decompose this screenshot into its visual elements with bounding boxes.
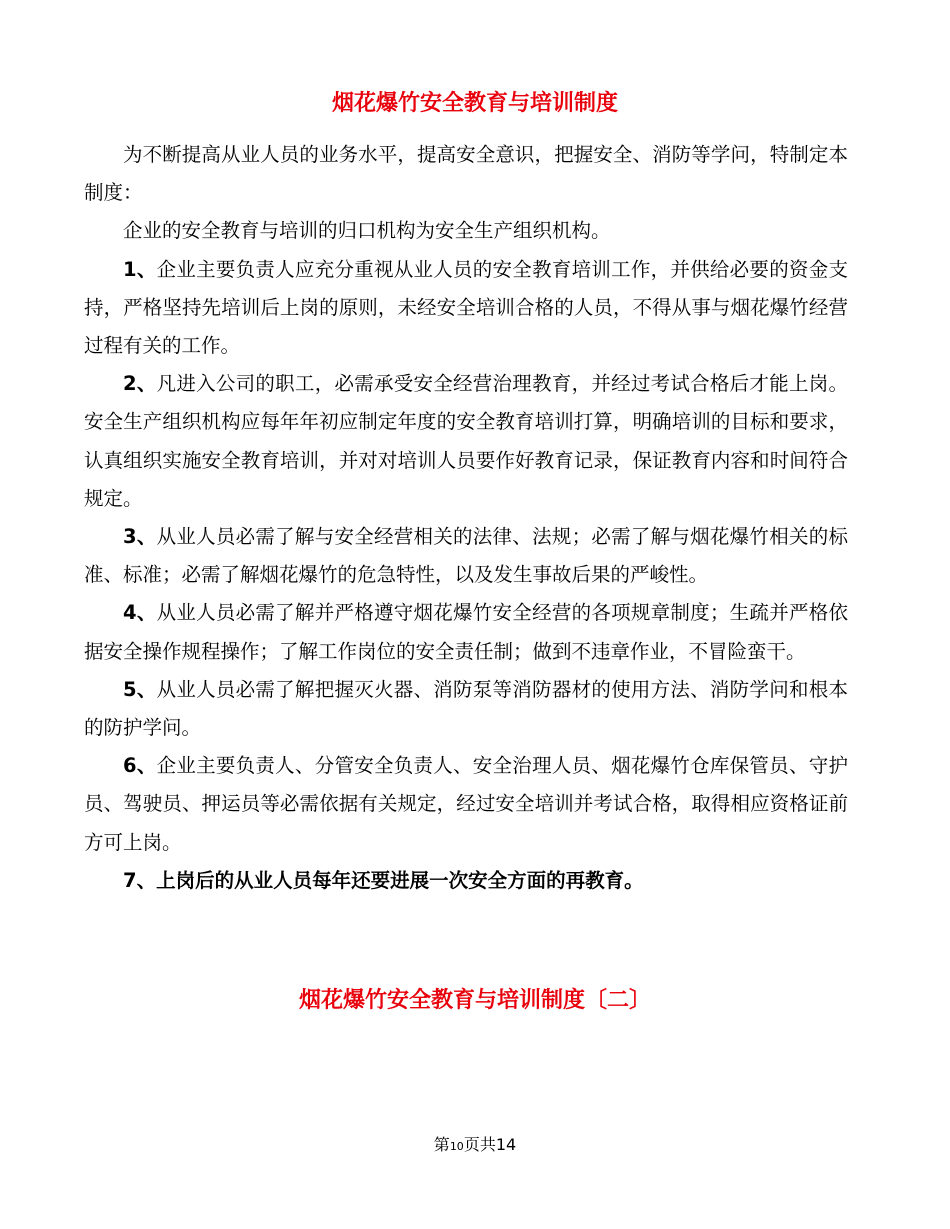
item-number: 6 (123, 754, 137, 778)
intro-paragraph: 为不断提高从业人员的业务水平，提高安全意识，把握安全、消防等学问，特制定本制度： (84, 143, 848, 205)
item-separator: 、 (136, 257, 157, 281)
document-body (84, 136, 848, 900)
list-item (84, 594, 848, 670)
footer-middle: 页共 (463, 1135, 496, 1154)
last-item-paragraph: 7、上岗后的从业人员每年还要进展一次安全方面的再教育。 (123, 868, 644, 892)
document-subtitle: 烟花爆竹安全教育与培训制度〔二〕 (298, 988, 651, 1013)
item-separator: 、 (136, 372, 157, 396)
item-separator: 、 (136, 525, 157, 549)
page-number: 10 (449, 1140, 464, 1153)
item-number: 5 (123, 677, 137, 701)
page-footer (0, 1134, 950, 1158)
item-number: 3 (123, 525, 137, 549)
item-text: 从业人员必需了解与安全经营相关的法律、法规；必需了解与烟花爆竹相关的标准、标准；必需了解烟花爆竹的危急特性，以及发生事故后果的严峻性。 (84, 525, 848, 587)
item-text: 从业人员必需了解把握灭火器、消防泵等消防器材的使用方法、消防学问和根本的防护学问。 (84, 677, 848, 740)
org-paragraph: 企业的安全教育与培训的归口机构为安全生产组织机构。 (123, 219, 611, 243)
footer-prefix: 第 (433, 1135, 450, 1154)
list-item (84, 365, 848, 518)
document-title: 烟花爆竹安全教育与培训制度 (331, 91, 618, 116)
item-text: 凡进入公司的职工，必需承受安全经营治理教育，并经过考试合格后才能上岗。安全生产组织机构应每年年初应制定年度的安全教育培训打算，明确培训的目标和要求，认真组织实施安全教育培训，并对对培训人员要作好教育记录，保证教育内容和时间符合规定。 (84, 372, 848, 510)
item-number: 2 (123, 372, 137, 396)
item-separator: 、 (136, 677, 157, 701)
item-text: 从业人员必需了解并严格遵守烟花爆竹安全经营的各项规章制度；生疏并严格依据安全操作规程操作；了解工作岗位的安全责任制；做到不违章作业，不冒险蛮干。 (84, 601, 848, 663)
item-number: 4 (123, 601, 137, 625)
page-total: 14 (495, 1135, 517, 1154)
list-item (84, 251, 848, 366)
list-item (84, 671, 848, 747)
item-text: 企业主要负责人、分管安全负责人、安全治理人员、烟花爆竹仓库保管员、守护员、驾驶员、押运员等必需依据有关规定，经过安全培训并考试合格，取得相应资格证前方可上岗。 (84, 754, 848, 854)
list-item (84, 518, 848, 594)
item-number: 1 (123, 257, 137, 281)
list-item (84, 747, 848, 862)
item-separator: 、 (136, 601, 157, 625)
item-text: 企业主要负责人应充分重视从业人员的安全教育培训工作，并供给必要的资金支持，严格坚持先培训后上岗的原则，未经安全培训合格的人员，不得从事与烟花爆竹经营过程有关的工作。 (84, 257, 848, 358)
item-separator: 、 (136, 754, 157, 778)
